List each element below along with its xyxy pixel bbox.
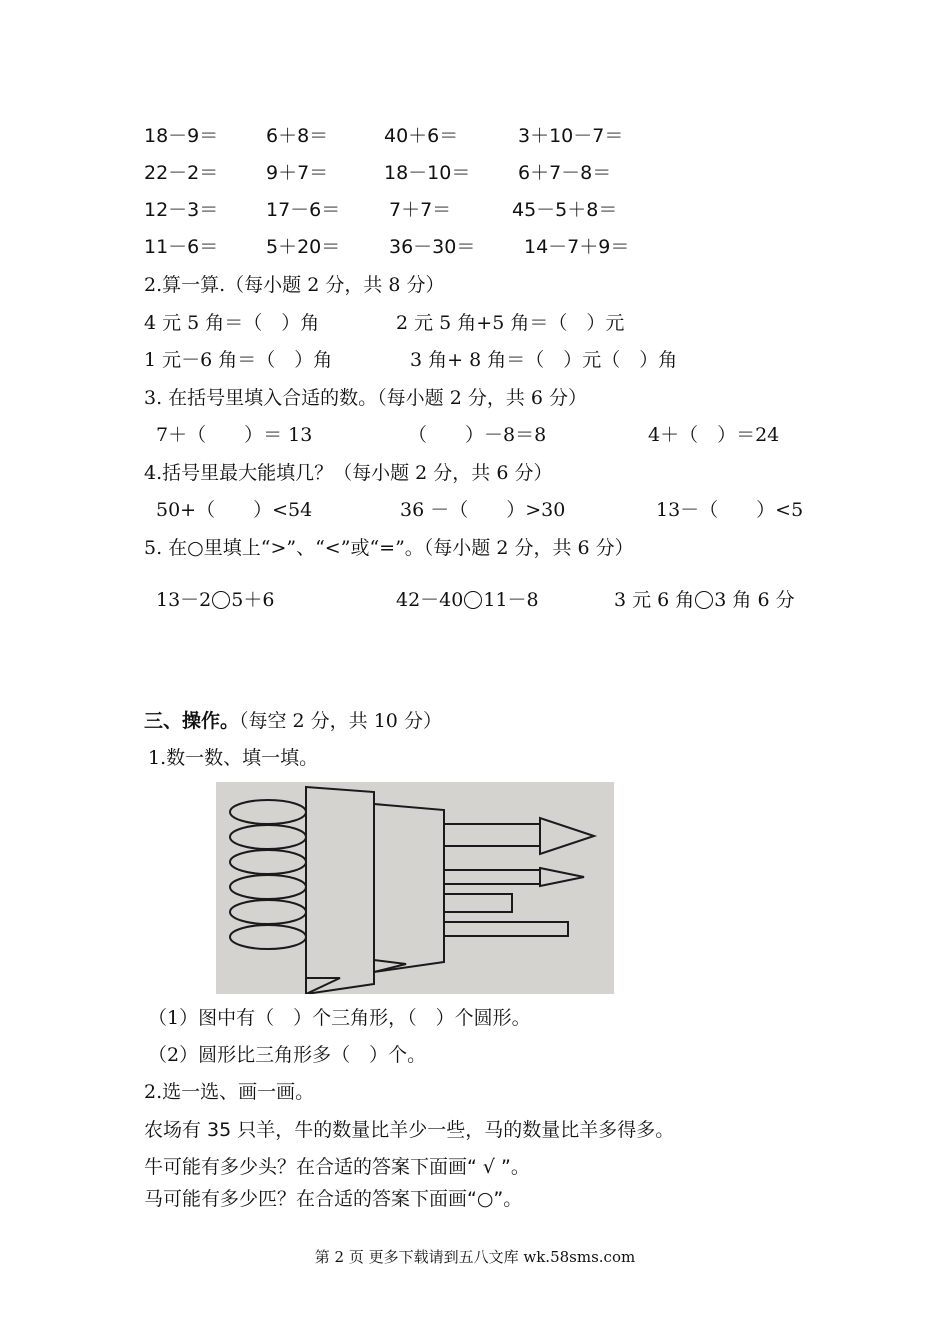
- q5-right: 11－8: [483, 589, 539, 611]
- q3-title: 3. 在括号里填入合适的数。（每小题 2 分，共 6 分）: [144, 387, 588, 409]
- arith-item: 9＋7＝: [266, 162, 329, 184]
- shapes-figure: [216, 782, 614, 994]
- q3-item: 4＋（ ）＝24: [648, 424, 780, 446]
- rectangle-shape: [444, 894, 512, 912]
- arith-item: 6＋7－8＝: [518, 162, 612, 184]
- q5-title: 5. 在○里填上“>”、“<”或“=”。（每小题 2 分，共 6 分）: [144, 537, 634, 559]
- arith-item: 5＋20＝: [266, 236, 341, 258]
- q5-item: [156, 588, 274, 612]
- q5-left: 13－2: [156, 589, 212, 611]
- arith-item: 45－5＋8＝: [512, 199, 618, 221]
- arith-item: 40＋6＝: [384, 125, 459, 147]
- section3-text3: 马可能有多少匹？在合适的答案下面画“○”。: [144, 1188, 523, 1210]
- q4-item: 13－（ ）<5: [656, 499, 804, 521]
- q5-left: 42－40: [396, 589, 464, 611]
- arith-item: 7＋7＝: [389, 199, 452, 221]
- rectangle-shape: [444, 824, 540, 846]
- arith-item: 12－3＝: [144, 199, 219, 221]
- rectangle-shape: [444, 870, 540, 884]
- q5-item: [614, 588, 795, 612]
- arith-item: 18－9＝: [144, 125, 219, 147]
- q5-right: 5＋6: [231, 589, 275, 611]
- oval-shape: [230, 825, 306, 849]
- section3-text2: 牛可能有多少头？在合适的答案下面画“ √ ”。: [144, 1156, 530, 1178]
- compare-circle[interactable]: [212, 591, 230, 609]
- q4-item: 36 －（ ）>30: [400, 499, 566, 521]
- q5-left: 3 元 6 角: [614, 589, 695, 611]
- oval-shape: [230, 925, 306, 949]
- arith-item: 11－6＝: [144, 236, 219, 258]
- arith-item: 22－2＝: [144, 162, 219, 184]
- oval-shape: [230, 850, 306, 874]
- section3-heading-line: [144, 709, 442, 733]
- section3-fill2: （2）圆形比三角形多（ ）个。: [148, 1044, 427, 1066]
- compare-circle[interactable]: [464, 591, 482, 609]
- q2-item: 1 元－6 角＝（ ）角: [144, 349, 333, 371]
- triangle-shape: [540, 868, 584, 886]
- section3-score: （每空 2 分，共 10 分）: [239, 710, 442, 732]
- compare-circle[interactable]: [695, 591, 713, 609]
- triangle-shape: [540, 818, 594, 854]
- shapes-drawing: [216, 782, 614, 994]
- oval-shape: [230, 875, 306, 899]
- q4-title: 4.括号里最大能填几？（每小题 2 分，共 6 分）: [144, 462, 553, 484]
- rectangle-shape: [444, 922, 568, 936]
- q2-item: 2 元 5 角+5 角＝（ ）元: [396, 312, 625, 334]
- arith-item: 3＋10－7＝: [518, 125, 624, 147]
- oval-shape: [230, 900, 306, 924]
- q2-item: 3 角+ 8 角＝（ ）元（ ）角: [410, 349, 678, 371]
- page-footer: 第 2 页 更多下载请到五八文库 wk.58sms.com: [314, 1248, 636, 1266]
- q5-item: [396, 588, 539, 612]
- q5-right: 3 角 6 分: [714, 589, 795, 611]
- arith-item: 14－7＋9＝: [524, 236, 630, 258]
- trapezoid-shape: [306, 787, 374, 994]
- oval-shape: [230, 800, 306, 824]
- arith-item: 36－30＝: [389, 236, 476, 258]
- q2-item: 4 元 5 角＝（ ）角: [144, 312, 320, 334]
- arith-item: 17－6＝: [266, 199, 341, 221]
- section3-sub2: 2.选一选、画一画。: [144, 1081, 315, 1103]
- section3-text1: 农场有 35 只羊，牛的数量比羊少一些，马的数量比羊多得多。: [144, 1119, 675, 1141]
- arith-item: 18－10＝: [384, 162, 471, 184]
- q2-title: 2.算一算.（每小题 2 分，共 8 分）: [144, 274, 445, 296]
- q4-item: 50+（ ）<54: [156, 499, 313, 521]
- section3-sub1: 1.数一数、填一填。: [148, 747, 319, 769]
- q3-item: 7＋（ ）＝ 13: [156, 424, 313, 446]
- arith-item: 6＋8＝: [266, 125, 329, 147]
- section3-fill1: （1）图中有（ ）个三角形，（ ）个圆形。: [148, 1007, 531, 1029]
- trapezoid-shape: [374, 804, 444, 972]
- q3-item: （ ）－8＝8: [408, 424, 547, 446]
- section3-heading: 三、操作。: [144, 710, 240, 732]
